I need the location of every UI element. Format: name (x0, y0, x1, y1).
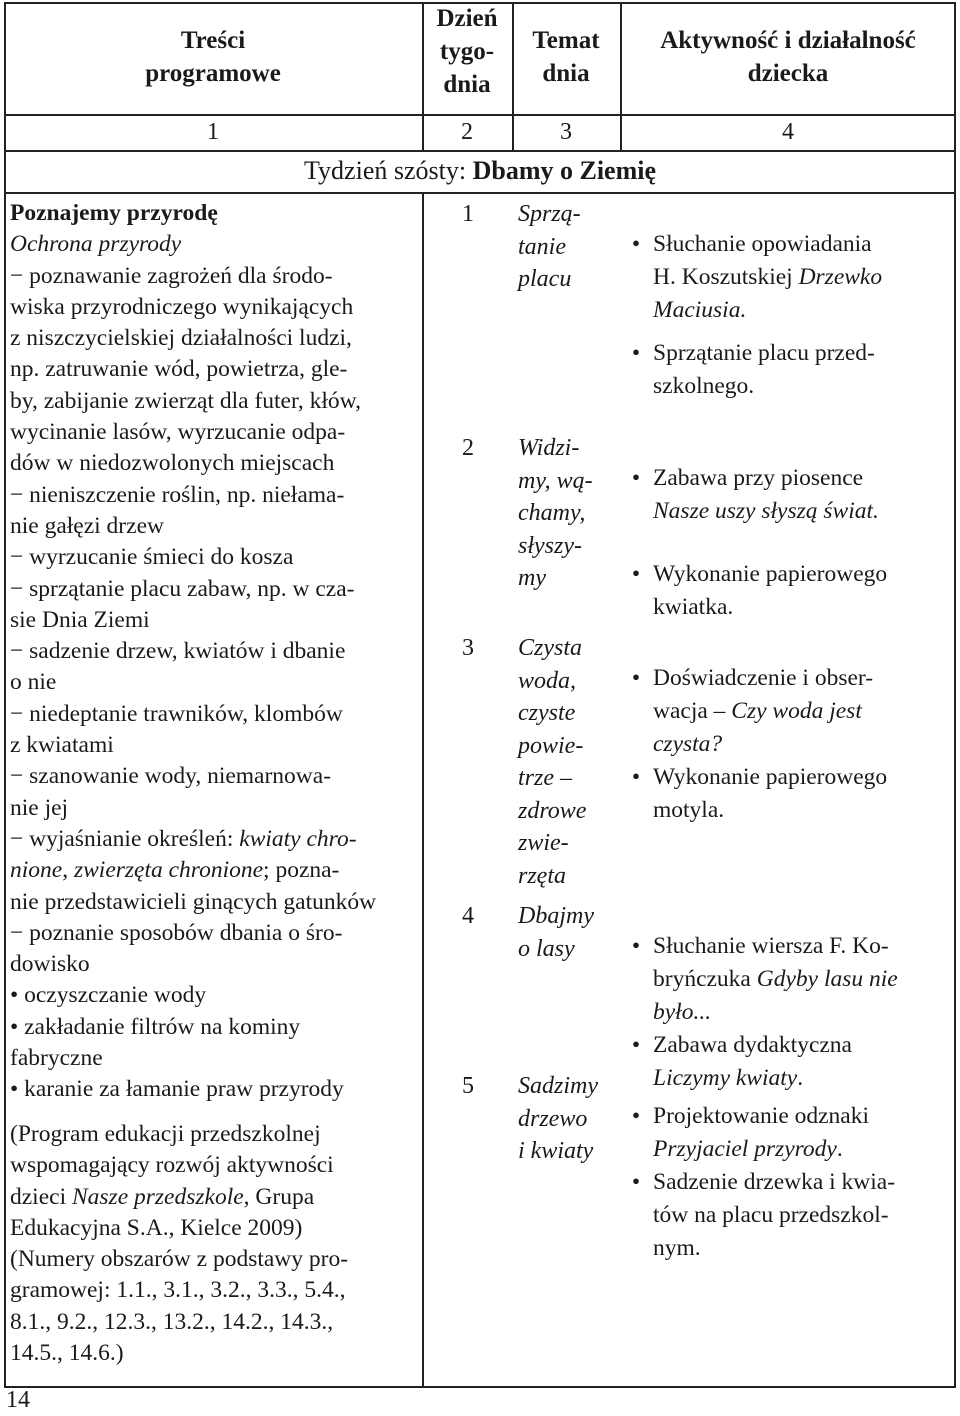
bullet-icon: • (631, 561, 641, 587)
source-line (10, 1150, 348, 1181)
topic-line: drzewo (518, 1105, 588, 1132)
activity-line (653, 462, 887, 495)
day-topic (518, 900, 594, 965)
text-segment: − sadzenie drzew, kwiatów i dbanie (10, 638, 346, 665)
text-segment: − szanowanie wody, niemarnowa- (10, 763, 332, 790)
column-number-3: 3 (560, 119, 572, 145)
content-line (10, 448, 376, 479)
content-line (10, 229, 376, 260)
text-segment: Doświadczenie i obser- (653, 665, 874, 691)
activity-line (653, 228, 882, 261)
text-segment: kwiatka. (653, 594, 734, 620)
text-segment: (Program edukacji przedszkolnej (10, 1121, 321, 1147)
text-segment: Maciusia. (653, 297, 747, 323)
column-number-2: 2 (461, 119, 473, 145)
text-segment: , (62, 857, 74, 884)
content-line (10, 386, 376, 417)
source-line (10, 1213, 348, 1244)
text-segment: Słuchanie wiersza F. Ko- (653, 933, 889, 959)
text-segment: np. zatruwanie wód, powietrza, gle- (10, 356, 348, 383)
activity-line (653, 761, 887, 794)
header-aktywnosc (620, 24, 956, 90)
day-activities (626, 1100, 895, 1265)
day-topic (518, 198, 581, 296)
text-segment: − poznanie sposobów dbania o śro- (10, 919, 343, 946)
bullet-icon: • (631, 231, 641, 257)
day-activities (626, 662, 887, 827)
activity-line (653, 662, 887, 695)
text-segment: nione (10, 857, 63, 884)
activity-line (653, 1029, 898, 1062)
activity-line (653, 558, 887, 591)
day-topic (518, 632, 586, 892)
bullet-icon: • (631, 764, 641, 790)
text-segment: z niszczycielskiej działalności ludzi, (10, 325, 352, 352)
topic-line: powie- (518, 732, 584, 759)
text-segment: Sprzątanie placu przed- (653, 340, 875, 366)
bullet-icon: • (631, 1169, 641, 1195)
week-title-prefix: Tydzień szósty: (303, 156, 473, 185)
topic-line: zdrowe (518, 797, 587, 824)
topic-line: Czysta (518, 635, 583, 661)
content-column (10, 198, 376, 1106)
header-line: programowe (145, 60, 281, 87)
source-line (10, 1275, 348, 1306)
activity-item (626, 558, 887, 624)
activity-line (653, 1062, 898, 1095)
activity-item (626, 930, 898, 1029)
text-segment: − wyjaśnianie określeń: (10, 825, 240, 852)
header-tresci-programowe (4, 24, 422, 90)
topic-line: rzęta (518, 862, 566, 889)
header-temat-dnia (512, 24, 620, 90)
text-segment: Ochrona przyrody (10, 231, 182, 258)
activity-line (653, 1133, 895, 1166)
topic-line: i kwiaty (518, 1138, 594, 1164)
day-number: 4 (462, 903, 474, 929)
column-number-4: 4 (782, 119, 794, 145)
text-segment: Poznajemy przyrodę (10, 200, 218, 226)
text-segment: − niedeptanie trawników, klombów (10, 700, 343, 727)
activity-line (653, 695, 887, 728)
text-segment: fabryczne (10, 1045, 103, 1072)
topic-line: my (518, 565, 546, 591)
content-line (10, 480, 376, 511)
activity-item (626, 228, 882, 327)
text-segment: nie przedstawicieli ginących gatunków (10, 888, 377, 915)
content-line (10, 417, 376, 448)
topic-line: placu (518, 266, 572, 292)
content-line (10, 636, 376, 667)
content-line (10, 1074, 376, 1105)
activity-item (626, 1166, 895, 1265)
text-segment: − sprzątanie placu zabaw, np. w cza- (10, 575, 355, 602)
text-segment: kwiaty chro- (239, 825, 357, 852)
content-line (10, 605, 376, 636)
day-topic (518, 432, 593, 595)
text-segment: dzieci (10, 1183, 72, 1210)
header-line: Temat (532, 27, 600, 54)
header-line: Dzień (436, 5, 498, 32)
activity-item (626, 337, 882, 403)
topic-line: tanie (518, 233, 566, 260)
content-line (10, 887, 376, 918)
header-line: tygo- (439, 38, 495, 65)
text-segment: tów na placu przedszkol- (653, 1202, 889, 1228)
day-activities (626, 930, 898, 1095)
header-divider (4, 114, 956, 116)
activity-line (653, 261, 882, 294)
source-line (10, 1182, 348, 1213)
text-segment: zwierzęta chronione (73, 857, 264, 884)
activity-item (626, 462, 887, 528)
source-line (10, 1307, 348, 1338)
activity-line (653, 294, 882, 327)
day-number: 3 (462, 635, 474, 661)
header-line: dziecka (747, 60, 829, 87)
bullet-icon: • (631, 933, 641, 959)
day-number: 1 (462, 201, 474, 227)
text-segment: − wyrzucanie śmieci do kosza (10, 544, 294, 571)
header-line: Aktywność i działalność (660, 27, 916, 54)
header-dzien-tygodnia (422, 2, 512, 101)
text-segment: szkolnego. (653, 373, 755, 399)
source-line (10, 1338, 348, 1369)
content-line (10, 667, 376, 698)
bullet-icon: • (631, 1032, 641, 1058)
text-segment: • zakładanie filtrów na kominy (10, 1013, 301, 1040)
text-segment: Nasze przedszkole (71, 1183, 244, 1210)
content-line (10, 730, 376, 761)
text-segment: Czy woda jest (731, 698, 862, 724)
topic-line: Dbajmy (518, 903, 594, 929)
column-number-1: 1 (207, 119, 219, 145)
bullet-icon: • (631, 1103, 641, 1129)
week-divider (4, 192, 956, 194)
topic-line: Sadzimy (518, 1073, 598, 1099)
text-segment: Gdyby lasu nie (756, 966, 898, 992)
text-segment: o nie (10, 669, 57, 696)
content-line (10, 1012, 376, 1043)
content-line (10, 511, 376, 542)
bullet-icon: • (631, 665, 641, 691)
source-note (10, 1119, 348, 1369)
text-segment: − nieniszczenie roślin, np. niełama- (10, 481, 345, 508)
text-segment: sie Dnia Ziemi (10, 606, 150, 633)
activity-item (626, 1029, 898, 1095)
text-segment: gramowej: 1.1., 3.1., 3.2., 3.3., 5.4., (10, 1277, 346, 1304)
activity-line (653, 337, 882, 370)
numbers-divider (4, 150, 956, 152)
text-segment: Słuchanie opowiadania (653, 231, 872, 257)
topic-line: czyste (518, 700, 576, 726)
text-segment: było... (653, 999, 712, 1025)
topic-line: Sprzą- (518, 201, 581, 227)
activity-item (626, 1100, 895, 1166)
content-line (10, 354, 376, 385)
content-line (10, 855, 376, 886)
text-segment: Wykonanie papierowego (653, 764, 888, 790)
activity-item (626, 662, 887, 761)
content-line (10, 1043, 376, 1074)
text-segment: Edukacyjna S.A., Kielce 2009) (10, 1214, 303, 1241)
topic-line: chamy, (518, 500, 586, 526)
text-segment: wycinanie lasów, wyrzucanie odpa- (10, 419, 346, 446)
topic-line: słyszy- (518, 532, 582, 559)
day-topic (518, 1070, 598, 1168)
source-line (10, 1119, 348, 1150)
content-line (10, 292, 376, 323)
header-line: Treści (180, 27, 246, 54)
content-line (10, 949, 376, 980)
text-segment: czysta? (653, 731, 723, 757)
text-segment: Drzewko (798, 264, 883, 290)
text-segment: nym. (653, 1235, 701, 1261)
text-segment: by, zabijanie zwierząt dla futer, kłów, (10, 387, 361, 414)
text-segment: nie jej (10, 794, 69, 821)
text-segment: z kwiatami (10, 732, 114, 759)
topic-line: o lasy (518, 935, 575, 962)
topic-line: trze – (518, 765, 572, 791)
text-segment: Zabawa dydaktyczna (653, 1032, 852, 1058)
content-line (10, 980, 376, 1011)
header-line: dnia (542, 60, 590, 87)
topic-line: my, wą- (518, 467, 593, 494)
curriculum-table (4, 2, 956, 1388)
activity-line (653, 794, 887, 827)
column-divider-1-body (422, 192, 424, 1388)
content-line (10, 824, 376, 855)
text-segment: Przyjaciel przyrody (653, 1136, 837, 1162)
topic-line: Widzi- (518, 435, 580, 461)
activity-line (653, 728, 887, 761)
source-line (10, 1244, 348, 1275)
activity-line (653, 1199, 895, 1232)
text-segment: wiska przyrodniczego wynikających (10, 293, 354, 320)
bullet-icon: • (631, 340, 641, 366)
content-line (10, 261, 376, 292)
text-segment: ; pozna- (263, 857, 340, 884)
text-segment: Wykonanie papierowego (653, 561, 888, 587)
text-segment: • oczyszczanie wody (10, 982, 207, 1009)
activity-line (653, 963, 898, 996)
text-segment: 14.5., 14.6.) (10, 1340, 124, 1367)
bullet-icon: • (631, 465, 641, 491)
content-line (10, 793, 376, 824)
activity-line (653, 1232, 895, 1265)
content-line (10, 574, 376, 605)
text-segment: H. Koszutskiej (653, 264, 799, 290)
day-activities (626, 462, 887, 624)
text-segment: bryńczuka (653, 966, 757, 992)
content-line (10, 761, 376, 792)
text-segment: . (836, 1136, 843, 1162)
text-segment: wacja – (653, 698, 732, 724)
text-segment: , Grupa (243, 1183, 315, 1210)
day-number: 5 (462, 1073, 474, 1099)
content-line (10, 542, 376, 573)
header-line: dnia (443, 71, 491, 98)
text-segment: − poznawanie zagrożeń dla środo- (10, 262, 333, 289)
content-line (10, 918, 376, 949)
activity-item (626, 761, 887, 827)
text-segment: motyla. (653, 797, 725, 823)
activity-line (653, 370, 882, 403)
day-number: 2 (462, 435, 474, 461)
week-title (4, 154, 956, 188)
text-segment: nie gałęzi drzew (10, 512, 164, 539)
text-segment: Nasze uszy słyszą świat. (653, 498, 879, 524)
day-activities (626, 228, 882, 403)
text-segment: 8.1., 9.2., 12.3., 13.2., 14.2., 14.3., (10, 1308, 334, 1335)
text-segment: Liczymy kwiaty (653, 1065, 798, 1091)
text-segment: Zabawa przy piosence (653, 465, 864, 491)
activity-line (653, 591, 887, 624)
activity-line (653, 996, 898, 1029)
content-line (10, 699, 376, 730)
text-segment: Projektowanie odznaki (653, 1103, 870, 1129)
topic-line: zwie- (518, 830, 569, 856)
activity-line (653, 1100, 895, 1133)
text-segment: wspomagający rozwój aktywności (10, 1152, 334, 1179)
activity-line (653, 495, 887, 528)
text-segment: dowisko (10, 951, 90, 978)
week-title-theme: Dbamy o Ziemię (472, 156, 656, 185)
page-number: 14 (6, 1387, 30, 1413)
text-segment: dów w niedozwolonych miejscach (10, 450, 335, 477)
activity-line (653, 1166, 895, 1199)
text-segment: (Numery obszarów z podstawy pro- (10, 1246, 349, 1273)
topic-line: woda, (518, 667, 577, 694)
text-segment: • karanie za łamanie praw przyrody (10, 1076, 344, 1103)
content-line (10, 198, 376, 229)
text-segment: Sadzenie drzewka i kwia- (653, 1169, 896, 1195)
text-segment: . (797, 1065, 804, 1091)
activity-line (653, 930, 898, 963)
content-line (10, 323, 376, 354)
